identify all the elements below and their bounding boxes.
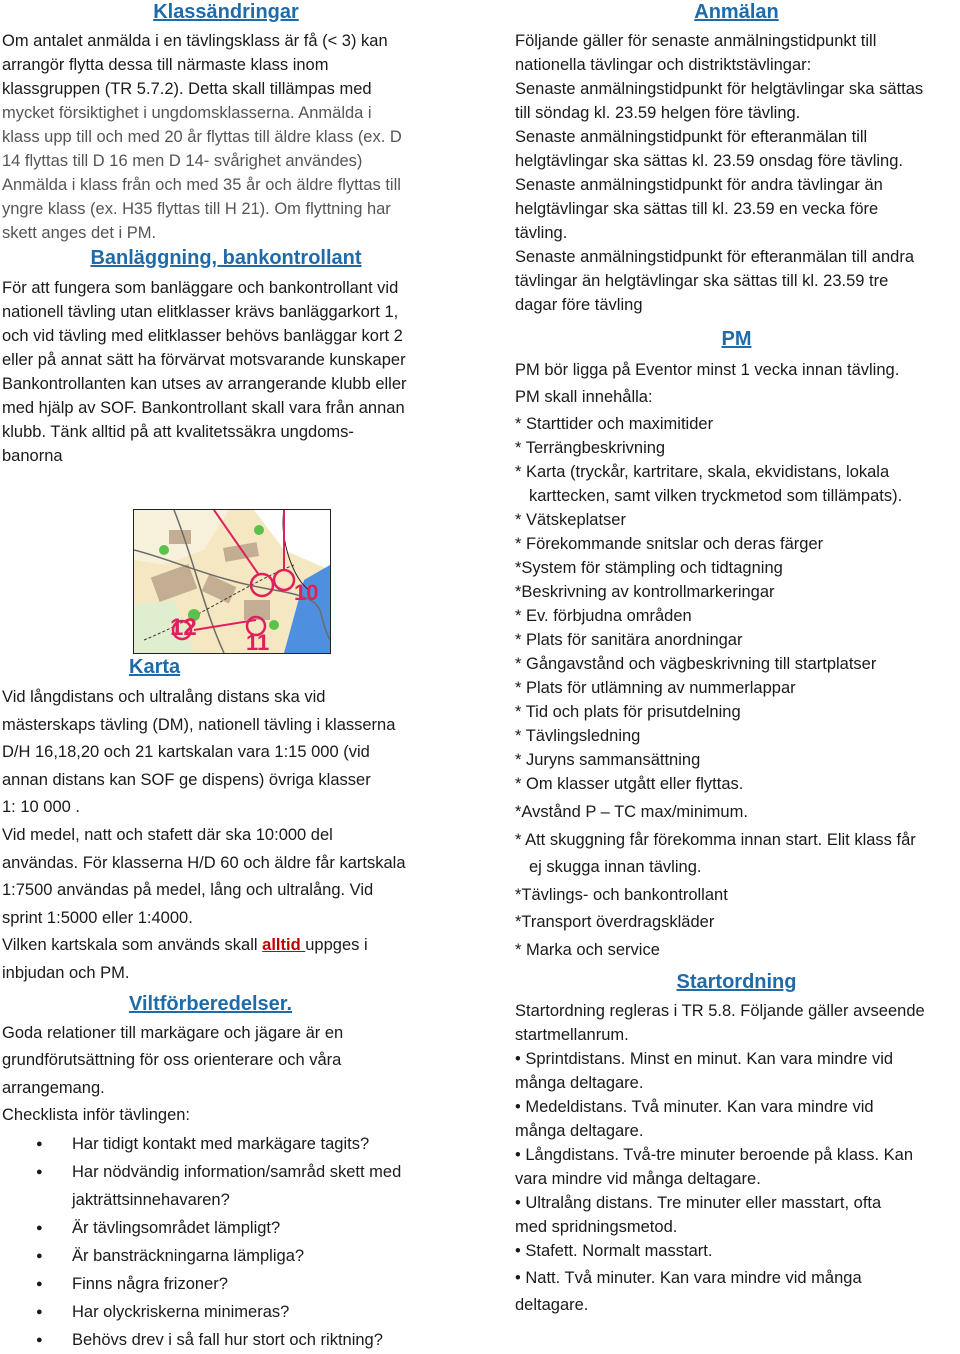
karta-line: Vid långdistans och ultralång distans ska vid xyxy=(2,688,326,706)
viltforberedelser-heading: Viltförberedelser. xyxy=(129,992,293,1015)
pmA-line: * Karta (tryckår, kartritare, skala, ekvidistans, lokala xyxy=(515,463,890,481)
start-line: • Stafett. Normalt masstart. xyxy=(515,1241,713,1260)
pmB-line: ej skugga innan tävling. xyxy=(529,858,702,877)
anm-line: Senaste anmälningstidpunkt för efteranmälan till xyxy=(515,128,868,146)
ban-line: med hjälp av SOF. Bankontrollant skall vara från annan xyxy=(2,399,405,417)
pm-list-a xyxy=(515,412,958,796)
pmA-line: * Gångavstånd och vägbeskrivning till startplatser xyxy=(515,655,877,673)
ban-line: och vid tävling med elitklasser behövs banläggar kort 2 xyxy=(2,327,403,345)
pm-list-b xyxy=(515,799,958,965)
startordning-natt: • Natt. Två minuter. Kan vara mindre vid många xyxy=(515,1268,862,1287)
start-line: Startordning regleras i TR 5.8. Följande gäller avseende xyxy=(515,1001,925,1020)
anm-line: tävlingar än helgtävlingar ska sättas till kl. 23.59 tre xyxy=(515,272,889,290)
vilt-line: arrangemang. xyxy=(2,1078,105,1097)
karta-line: 1:7500 användas på medel, lång och ultralång. Vid xyxy=(2,881,374,900)
left-column xyxy=(2,0,450,1354)
pmA-line: * Terrängbeskrivning xyxy=(515,439,666,457)
start-line: • Långdistans. Två-tre minuter beroende på klass. Kan xyxy=(515,1145,914,1164)
klass-line: klass upp till och med 20 år flyttas till äldre klass (ex. D xyxy=(2,128,402,146)
map-control-number: 10 xyxy=(294,580,319,605)
klass-line: arrangör flytta dessa till närmaste klass inom xyxy=(2,56,329,74)
start-line: startmellanrum. xyxy=(515,1025,629,1044)
checklist-item: ● Har olyckriskerna minimeras? xyxy=(2,1298,450,1326)
vilt-text xyxy=(2,1020,450,1130)
alltid-emphasis: alltid xyxy=(262,936,306,955)
orienteering-map-image xyxy=(133,509,331,654)
pm-heading: PM xyxy=(721,328,752,350)
pmB-line: * Att skuggning får förekomma innan start. Elit klass får xyxy=(515,830,916,849)
anm-line: helgtävlingar ska sättas kl. 23.59 onsdag före tävling. xyxy=(515,152,903,170)
pmB-line: *Avstånd P – TC max/minimum. xyxy=(515,803,748,821)
pmA-line: * Tid och plats för prisutdelning xyxy=(515,703,741,721)
karta-line: användas. För klasserna H/D 60 och äldre får kartskala xyxy=(2,853,406,872)
start-line: många deltagare. xyxy=(515,1073,644,1092)
anm-line: Senaste anmälningstidpunkt för andra tävlingar än xyxy=(515,176,883,194)
pm-intro-2: PM skall innehålla: xyxy=(515,388,653,406)
karta-line: D/H 16,18,20 och 21 kartskalan vara 1:15 000 (vid xyxy=(2,743,370,762)
ban-line: nationell tävling utan elitklasser krävs banläggarkort 1, xyxy=(2,303,399,321)
pm-intro-1: PM bör ligga på Eventor minst 1 vecka innan tävling. xyxy=(515,361,900,379)
checklist-item: jakträttsinnehavaren? xyxy=(72,1190,230,1209)
pmA-line: * Tävlingsledning xyxy=(515,727,641,745)
checklist-item: ● Har tidigt kontakt med markägare tagits? xyxy=(2,1130,450,1158)
checklist-item: ● Är tävlingsområdet lämpligt? xyxy=(2,1214,450,1242)
karta-line: mästerskaps tävling (DM), nationell tävling i klasserna xyxy=(2,715,396,734)
pmB-line: *Tävlings- och bankontrollant xyxy=(515,885,728,904)
pmB-line: * Marka och service xyxy=(515,940,660,959)
pmA-line: * Starttider och maximitider xyxy=(515,415,714,433)
pmA-line: * Förekommande snitslar och deras färger xyxy=(515,535,824,553)
ban-line: Bankontrollanten kan utses av arrangerande klubb eller xyxy=(2,375,407,393)
klass-line: Anmälda i klass från och med 35 år och äldre flyttas till xyxy=(2,176,401,194)
pmA-line: * Ev. förbjudna områden xyxy=(515,607,692,625)
startordning-heading: Startordning xyxy=(676,970,797,993)
pmA-line: * Om klasser utgått eller flyttas. xyxy=(515,775,744,793)
anm-line: Senaste anmälningstidpunkt för helgtävlingar ska sättas xyxy=(515,80,924,98)
startordning-text xyxy=(515,999,958,1263)
klass-line: 14 flyttas till D 16 men D 14- svårighet användes) xyxy=(2,152,363,170)
start-line: många deltagare. xyxy=(515,1121,644,1140)
anm-line: tävling. xyxy=(515,224,568,242)
karta-last-line: inbjudan och PM. xyxy=(2,963,130,982)
klassandringar-heading: Klassändringar xyxy=(153,1,299,23)
pmA-line: * Plats för utlämning av nummerlappar xyxy=(515,679,796,697)
klass-line: yngre klass (ex. H35 flyttas till H 21). Om flyttning har xyxy=(2,200,391,218)
map-control-number: 11 xyxy=(246,630,270,653)
banlaggning-heading: Banläggning, bankontrollant xyxy=(90,247,362,269)
ban-line: För att fungera som banläggare och bankontrollant vid xyxy=(2,279,399,297)
vilt-line: Goda relationer till markägare och jägare är en xyxy=(2,1023,344,1042)
anm-line: Följande gäller för senaste anmälningstidpunkt till xyxy=(515,32,877,50)
ban-line: klubb. Tänk alltid på att kvalitetssäkra ungdoms- xyxy=(2,423,354,441)
vilt-line: Checklista inför tävlingen: xyxy=(2,1106,191,1125)
start-line: vara mindre vid många deltagare. xyxy=(515,1169,761,1188)
pmB-line: *Transport överdragskläder xyxy=(515,913,715,932)
karta-line: Vid medel, natt och stafett där ska 10:000 del xyxy=(2,825,333,844)
checklist-item: ● Är bansträckningarna lämpliga? xyxy=(2,1242,450,1270)
start-line: • Sprintdistans. Minst en minut. Kan vara mindre vid xyxy=(515,1049,894,1068)
right-column xyxy=(515,0,958,1317)
klass-line: skett anges det i PM. xyxy=(2,224,157,242)
banlaggning-text xyxy=(2,276,450,468)
checklist-item: ● Har nödvändig information/samråd skett med xyxy=(2,1158,450,1186)
checklist-item: ● Behövs drev i så fall hur stort och riktning? xyxy=(2,1326,450,1354)
karta-line: annan distans kan SOF ge dispens) övriga klasser xyxy=(2,770,371,789)
map-control-number: 12 xyxy=(170,614,197,641)
pmA-line: * Plats för sanitära anordningar xyxy=(515,631,743,649)
anm-line: dagar före tävling xyxy=(515,296,643,314)
vilt-line: grundförutsättning för oss orienterare och våra xyxy=(2,1051,342,1070)
anm-line: till söndag kl. 23.59 helgen före tävling. xyxy=(515,104,801,122)
start-line: med spridningsmetod. xyxy=(515,1217,678,1236)
anm-line: Senaste anmälningstidpunkt för efteranmälan till andra xyxy=(515,248,914,266)
pmA-line: * Vätskeplatser xyxy=(515,511,626,529)
ban-line: eller på annat sätt ha förvärvat motsvarande kunskaper xyxy=(2,351,406,369)
karta-text xyxy=(2,684,450,932)
start-line: • Ultralång distans. Tre minuter eller masstart, ofta xyxy=(515,1193,882,1212)
pmA-line: *Beskrivning av kontrollmarkeringar xyxy=(515,583,775,601)
start-line: • Medeldistans. Två minuter. Kan vara mindre vid xyxy=(515,1097,874,1116)
anmalan-heading: Anmälan xyxy=(694,1,779,23)
anm-line: nationella tävlingar och distriktstävlingar: xyxy=(515,56,812,74)
klass-line: Om antalet anmälda i en tävlingsklass är få (< 3) kan xyxy=(2,32,388,50)
checklist-item: ● Finns några frizoner? xyxy=(2,1270,450,1298)
karta-emphasis-line: Vilken kartskala som används skall alltid uppges i xyxy=(2,936,368,955)
checklist xyxy=(2,1130,450,1354)
pmA-line: karttecken, samt vilken tryckmetod som tillämpats). xyxy=(529,487,903,505)
pmA-line: *System för stämpling och tidtagning xyxy=(515,559,783,577)
anm-line: helgtävlingar ska sättas till kl. 23.59 en vecka före xyxy=(515,200,879,218)
ban-line: banorna xyxy=(2,447,63,465)
startordning-natt-cont: deltagare. xyxy=(515,1295,589,1314)
anmalan-text xyxy=(515,29,958,317)
karta-line: 1: 10 000 . xyxy=(2,798,80,817)
karta-line: sprint 1:5000 eller 1:4000. xyxy=(2,908,193,927)
karta-heading: Karta xyxy=(129,656,181,678)
pmA-line: * Juryns sammansättning xyxy=(515,751,701,769)
klass-line: mycket försiktighet i ungdomsklasserna. Anmälda i xyxy=(2,104,372,122)
klass-line: klassgruppen (TR 5.7.2). Detta skall tillämpas med xyxy=(2,80,372,98)
klassandringar-text xyxy=(2,29,450,245)
